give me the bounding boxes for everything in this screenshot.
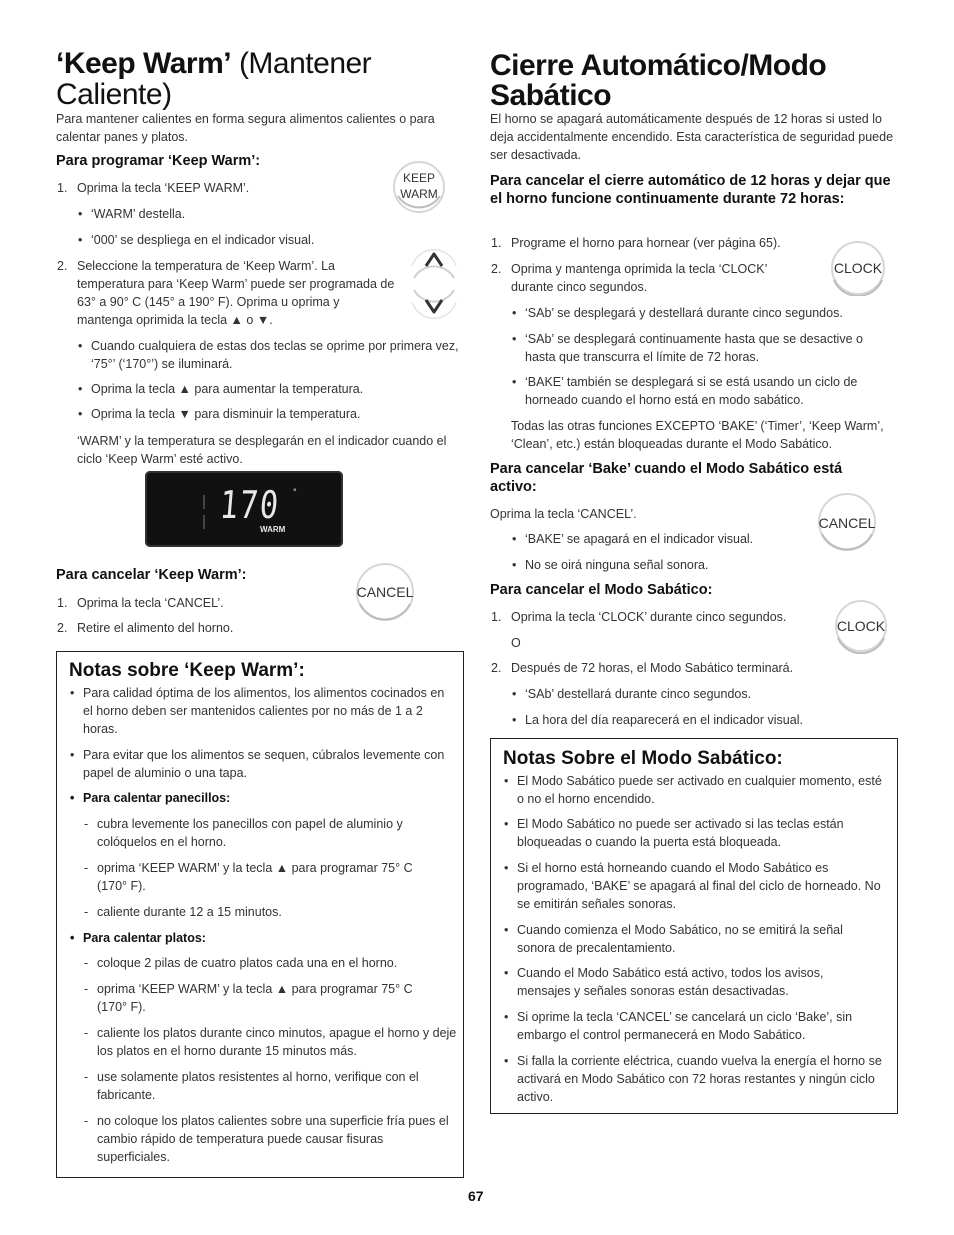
- sabbath-notes-bullet-5: • Cuando el Modo Sabático está activo, todos los avisos, mensajes y señales sonoras están desactivadas.: [517, 964, 857, 1000]
- c12-bullet-2: • ‘SAb’ se desplegará continuamente hasta que se desactive o hasta que transcurra el límite de 72 horas.: [525, 330, 895, 366]
- sabbath-notes-bullet-2: • El Modo Sabático no puede ser activado si las teclas están bloqueadas o cuando la puerta está bloqueada.: [517, 815, 877, 851]
- display-segment-icon: [200, 493, 210, 533]
- notes-title: Notas sobre ‘Keep Warm’:: [69, 660, 305, 681]
- notes-dash-3: - caliente durante 12 a 15 minutos.: [97, 903, 282, 921]
- step2-bullet-1: • Cuando cualquiera de estas dos teclas se oprime por primera vez, ‘75°’ (‘170°’) se iluminará.: [91, 337, 461, 373]
- c12-step-1: 1. Programe el horno para hornear (ver página 65).: [511, 234, 781, 252]
- program-step-1: 1. Oprima la tecla ‘KEEP WARM’.: [77, 179, 249, 197]
- c12-note: Todas las otras funciones EXCEPTO ‘BAKE’ (‘Timer’, ‘Keep Warm’, ‘Clean’, etc.) están bloqueadas durante el Modo Sabático.: [511, 419, 884, 451]
- notes-bullet-2: • Para evitar que los alimentos se sequen, cúbralos levemente con papel de aluminio o una tapa.: [83, 746, 453, 782]
- notes-dash-2: - oprima ‘KEEP WARM’ y la tecla ▲ para programar 75° C (170° F).: [97, 859, 417, 895]
- notes-dash-1: - cubra levemente los panecillos con papel de aluminio y colóquelos en el horno.: [97, 815, 437, 851]
- cs-bullet-2: • La hora del día reaparecerá en el indicador visual.: [525, 711, 803, 729]
- cancel-label: CANCEL: [356, 584, 414, 600]
- notes-dash-5: - oprima ‘KEEP WARM’ y la tecla ▲ para programar 75° C (170° F).: [97, 980, 417, 1016]
- cancel-step-2: 2. Retire el alimento del horno.: [77, 619, 233, 637]
- cancel-label: CANCEL: [818, 515, 876, 531]
- notes-dash-8: - no coloque los platos calientes sobre una superficie fría pues el cambio rápido de temperatura puede causar fisuras superficiales.: [97, 1112, 457, 1166]
- keep-warm-key[interactable]: [390, 160, 448, 214]
- cancelbake-text: Oprima la tecla ‘CANCEL’.: [490, 507, 637, 521]
- step2-bullet-2: • Oprima la tecla ▲ para aumentar la temperatura.: [91, 380, 363, 398]
- cs-step-2: 2. Después de 72 horas, el Modo Sabático terminará.: [511, 659, 793, 677]
- notes-bullet-3: • Para calentar panecillos:: [83, 789, 230, 807]
- keep-warm-notes-box: [56, 651, 464, 1178]
- clock-label: CLOCK: [833, 260, 883, 276]
- title-rest: (Mantener Caliente): [56, 47, 372, 111]
- sabbath-intro: El horno se apagará automáticamente después de 12 horas si usted lo deja accidentalmente encendido. Esta característica de seguridad puede ser desactivada.: [490, 112, 894, 162]
- step1-bullet-2: • ‘000’ se despliega en el indicador visual.: [91, 231, 314, 249]
- cs-or: O: [511, 636, 521, 650]
- clock-key-2[interactable]: [830, 598, 892, 654]
- keep-warm-title: [56, 48, 464, 110]
- sabbath-notes-bullet-3: • Si el horno está horneando cuando el Modo Sabático es programado, ‘BAKE’ se apagará al final del ciclo de horneado. No se emitirán señales sonoras.: [517, 859, 892, 913]
- program-heading: Para programar ‘Keep Warm’:: [56, 153, 261, 169]
- cancel-key-right[interactable]: [813, 492, 881, 554]
- up-arrow-key[interactable]: [408, 234, 460, 284]
- step1-bullet-1: • ‘WARM’ destella.: [91, 205, 185, 223]
- notes-bullet-1: • Para calidad óptima de los alimentos, los alimentos cocinados en el horno deben ser mantenidos calientes por no más de 1 a 2 horas.: [83, 684, 453, 738]
- keep-label: KEEP: [402, 171, 436, 185]
- display-degree: °: [293, 487, 297, 497]
- oven-display: [145, 471, 343, 547]
- cs-bullet-1: • ‘SAb’ destellará durante cinco segundos.: [525, 685, 751, 703]
- display-warm-label: WARM: [260, 525, 286, 534]
- sabbath-notes-bullet-6: • Si oprime la tecla ‘CANCEL’ se cancelará un ciclo ‘Bake’, sin embargo el control permanecerá en Modo Sabático.: [517, 1008, 882, 1044]
- warm-label: WARM: [400, 187, 438, 201]
- cancelbake-bullet-1: • ‘BAKE’ se apagará en el indicador visual.: [525, 530, 753, 548]
- display-digits: 170: [218, 483, 282, 527]
- c12-step-2: 2. Oprima y mantenga oprimida la tecla ‘CLOCK’ durante cinco segundos.: [511, 260, 801, 296]
- keep-warm-intro: Para mantener calientes en forma segura alimentos calientes o para calentar panes y platos.: [56, 112, 435, 144]
- step2-bullet-3: • Oprima la tecla ▼ para disminuir la temperatura.: [91, 405, 360, 423]
- chevron-up-icon: [426, 254, 442, 266]
- sabbath-notes-bullet-4: • Cuando comienza el Modo Sabático, no se emitirá la señal sonora de precalentamiento.: [517, 921, 877, 957]
- c12-bullet-3: • ‘BAKE’ también se desplegará si se está usando un ciclo de horneado cuando el horno está en modo sabático.: [525, 373, 885, 409]
- cancel12-heading: Para cancelar el cierre automático de 12 horas y dejar que el horno funcione continuamente durante 72 horas:: [490, 173, 891, 207]
- step2-note: ‘WARM’ y la temperatura se desplegarán en el indicador cuando el ciclo ‘Keep Warm’ esté activo.: [77, 434, 447, 466]
- cancelsab-heading: Para cancelar el Modo Sabático:: [490, 582, 713, 598]
- cs-step-1: 1. Oprima la tecla ‘CLOCK’ durante cinco segundos.: [511, 608, 786, 626]
- cancel-key-left[interactable]: [350, 562, 420, 624]
- cancelbake-bullet-2: • No se oirá ninguna señal sonora.: [525, 556, 708, 574]
- notes-dash-6: - caliente los platos durante cinco minutos, apague el horno y deje los platos en el horno durante 15 minutos más.: [97, 1024, 457, 1060]
- clock-label: CLOCK: [836, 618, 886, 634]
- down-arrow-key[interactable]: [408, 284, 460, 334]
- page-number: 67: [468, 1188, 484, 1204]
- sabbath-notes-box: [490, 738, 898, 1114]
- sabbath-notes-bullet-7: • Si falla la corriente eléctrica, cuando vuelva la energía el horno se activará en Modo Sabático con 72 horas restantes y ningún ciclo activo.: [517, 1052, 892, 1106]
- sabbath-notes-title: Notas Sobre el Modo Sabático:: [503, 748, 783, 769]
- cancel-step-1: 1. Oprima la tecla ‘CANCEL’.: [77, 594, 224, 612]
- clock-key-1[interactable]: [826, 240, 890, 296]
- sabbath-notes-bullet-1: • El Modo Sabático puede ser activado en cualquier momento, esté o no el horno encendido.: [517, 772, 887, 808]
- sabbath-title: Cierre Automático/Modo Sabático: [490, 49, 827, 112]
- notes-dash-4: - coloque 2 pilas de cuatro platos cada una en el horno.: [97, 954, 457, 972]
- notes-bullet-4: • Para calentar platos:: [83, 929, 206, 947]
- title-bold: ‘Keep Warm’: [56, 47, 232, 80]
- notes-dash-7: - use solamente platos resistentes al horno, verifique con el fabricante.: [97, 1068, 447, 1104]
- c12-bullet-1: • ‘SAb’ se desplegará y destellará durante cinco segundos.: [525, 304, 843, 322]
- program-step-2: 2. Seleccione la temperatura de ‘Keep Warm’. La temperatura para ‘Keep Warm’ puede ser programada de 63° a 90° C (145° a 190° F). Oprima u oprima y mantenga oprimida la tecla ▲ o ▼.: [77, 257, 397, 329]
- cancel-heading: Para cancelar ‘Keep Warm’:: [56, 567, 247, 583]
- cancelbake-heading: Para cancelar ‘Bake’ cuando el Modo Sabático está activo:: [490, 461, 843, 495]
